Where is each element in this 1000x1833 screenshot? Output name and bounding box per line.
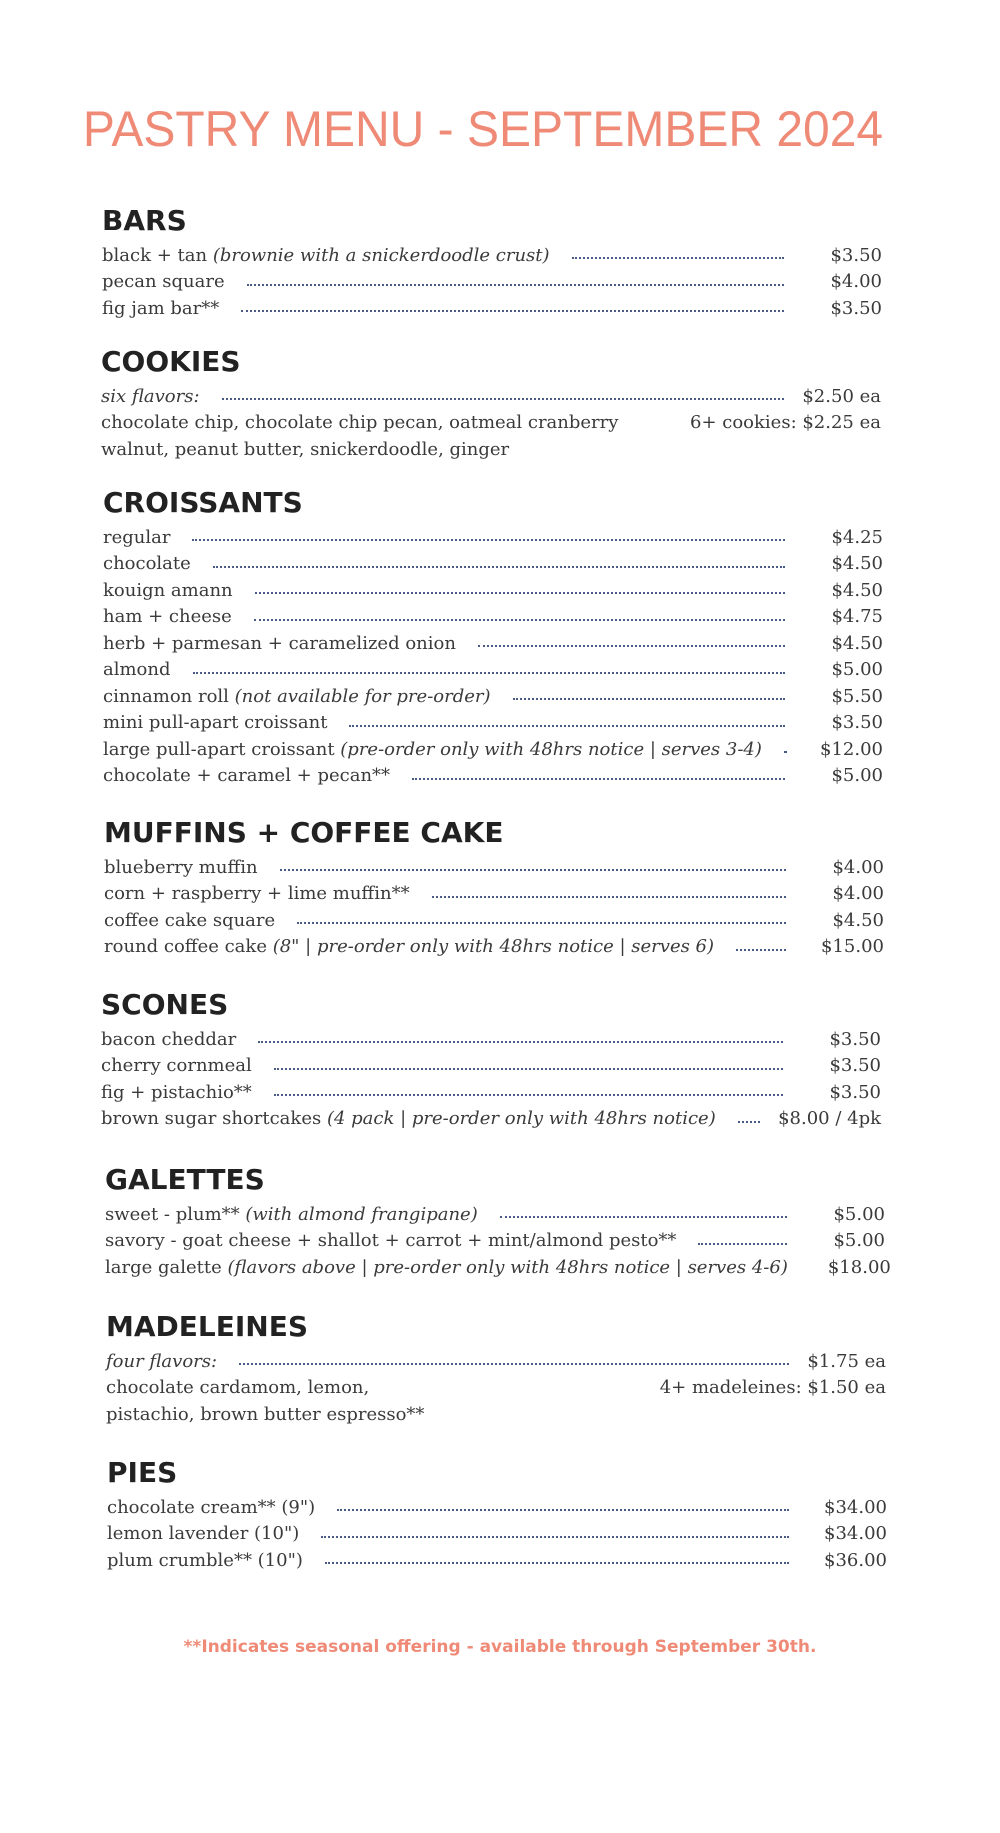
dot-leader xyxy=(513,698,785,700)
section-madeleines xyxy=(106,1310,886,1428)
section-heading: GALETTES xyxy=(105,1163,265,1196)
dot-leader xyxy=(325,1562,789,1564)
section-heading: SCONES xyxy=(101,988,229,1021)
menu-item xyxy=(104,854,884,881)
item-name xyxy=(103,527,170,548)
item-note: (4 pack | pre-order only with 48hrs notice) xyxy=(326,1108,716,1130)
section-cookies xyxy=(101,345,881,463)
item-name xyxy=(107,1497,315,1518)
item-note: six flavors: xyxy=(101,385,200,407)
dot-leader xyxy=(337,1509,789,1511)
item-price: $3.50 xyxy=(831,712,883,734)
menu-item xyxy=(103,577,883,604)
item-name xyxy=(101,386,200,407)
section-croissants xyxy=(103,486,883,789)
item-name xyxy=(103,553,191,574)
item-name-text: chocolate xyxy=(103,553,191,575)
dot-leader xyxy=(738,1121,760,1123)
item-name-text: fig jam bar** xyxy=(102,297,220,319)
item-name-text: pecan square xyxy=(102,271,225,293)
item-name xyxy=(106,1351,217,1372)
section-heading: PIES xyxy=(107,1456,178,1489)
flavor-line xyxy=(106,1375,886,1402)
item-name xyxy=(102,271,225,292)
dot-leader xyxy=(432,896,786,898)
menu-item xyxy=(101,383,881,410)
dot-leader xyxy=(258,1041,783,1043)
item-price: $18.00 xyxy=(827,1256,891,1278)
menu-item xyxy=(101,1053,881,1080)
item-price: $34.00 xyxy=(824,1523,887,1545)
menu-item xyxy=(103,683,883,710)
item-name-text: lemon lavender (10") xyxy=(107,1523,300,1545)
item-price: $4.50 xyxy=(832,909,884,931)
section-bars xyxy=(102,204,882,322)
section-heading: CROISSANTS xyxy=(103,486,303,519)
item-name xyxy=(107,1523,299,1544)
item-price: $3.50 xyxy=(830,297,882,319)
menu-item xyxy=(105,1201,885,1228)
dot-leader xyxy=(736,949,786,951)
dot-leader xyxy=(192,539,785,541)
item-name-text: corn + raspberry + lime muffin** xyxy=(104,883,410,905)
item-price: $4.00 xyxy=(832,883,884,905)
menu-item xyxy=(102,242,882,269)
menu-item xyxy=(101,1079,881,1106)
item-name-text: ham + cheese xyxy=(103,606,232,628)
dot-leader xyxy=(222,398,785,400)
item-name-text: chocolate + caramel + pecan** xyxy=(103,765,391,787)
menu-item xyxy=(103,710,883,737)
item-name-text: almond xyxy=(103,659,171,681)
item-note: four flavors: xyxy=(106,1350,218,1372)
dot-leader xyxy=(193,672,785,674)
item-name-text: mini pull-apart croissant xyxy=(103,712,328,734)
flavor-list: chocolate chip, chocolate chip pecan, oatmeal cranberry xyxy=(101,412,619,434)
item-price: $5.00 xyxy=(831,659,883,681)
item-price: $3.50 xyxy=(829,1055,881,1077)
item-price: $2.50 ea xyxy=(802,385,881,407)
item-name-text: cinnamon roll xyxy=(103,685,235,707)
menu-item xyxy=(103,604,883,631)
dot-leader xyxy=(478,645,785,647)
item-name xyxy=(101,1108,716,1129)
item-name xyxy=(103,606,232,627)
item-name xyxy=(102,245,550,266)
item-price: $4.50 xyxy=(831,579,883,601)
dot-leader xyxy=(274,1068,783,1070)
section-muffins-coffee-cake xyxy=(104,816,884,960)
menu-item xyxy=(101,1106,881,1133)
item-note: (not available for pre-order) xyxy=(234,685,491,707)
item-name xyxy=(101,1029,236,1050)
item-name xyxy=(103,580,233,601)
section-heading: MUFFINS + COFFEE CAKE xyxy=(104,816,504,849)
menu-item xyxy=(103,551,883,578)
item-name-text: fig + pistachio** xyxy=(101,1081,252,1103)
item-name xyxy=(107,1550,303,1571)
item-name-text: regular xyxy=(103,526,171,548)
dot-leader xyxy=(698,1243,787,1245)
menu-item xyxy=(101,1026,881,1053)
dot-leader xyxy=(280,869,786,871)
item-name xyxy=(103,739,762,760)
item-name-text: plum crumble** (10") xyxy=(107,1549,303,1571)
item-price: $15.00 xyxy=(821,936,884,958)
dot-leader xyxy=(784,751,785,753)
menu-item xyxy=(107,1521,887,1548)
item-price: $4.75 xyxy=(831,606,883,628)
dot-leader xyxy=(213,566,785,568)
menu-item xyxy=(104,934,884,961)
item-name-text: bacon cheddar xyxy=(101,1028,237,1050)
item-note: (flavors above | pre-order only with 48hrs notice | serves 4-6) xyxy=(227,1256,788,1278)
menu-item xyxy=(102,295,882,322)
seasonal-footnote: **Indicates seasonal offering - available through September 30th. xyxy=(183,1637,817,1657)
item-name-text: large galette xyxy=(105,1256,228,1278)
item-price: $3.50 xyxy=(830,244,882,266)
item-price: $4.00 xyxy=(830,271,882,293)
section-scones xyxy=(101,988,881,1132)
item-name xyxy=(101,1055,252,1076)
dot-leader xyxy=(255,592,785,594)
menu-item xyxy=(105,1228,885,1255)
section-heading: BARS xyxy=(102,204,187,237)
item-price: $8.00 / 4pk xyxy=(778,1108,881,1130)
item-name xyxy=(103,686,491,707)
menu-item xyxy=(106,1348,886,1375)
menu-item xyxy=(103,630,883,657)
item-price: $4.50 xyxy=(831,632,883,654)
menu-item xyxy=(107,1494,887,1521)
item-price: $12.00 xyxy=(820,738,883,760)
flavor-line xyxy=(106,1401,886,1428)
item-name xyxy=(103,712,327,733)
bulk-price: 4+ madeleines: $1.50 ea xyxy=(659,1377,886,1399)
item-note: (brownie with a snickerdoodle crust) xyxy=(212,244,550,266)
item-name xyxy=(103,659,171,680)
dot-leader xyxy=(321,1536,789,1538)
dot-leader xyxy=(239,1363,789,1365)
item-name-text: herb + parmesan + caramelized onion xyxy=(103,632,456,654)
item-name xyxy=(105,1204,478,1225)
menu-item xyxy=(105,1254,891,1281)
item-name xyxy=(105,1230,676,1251)
dot-leader xyxy=(247,284,784,286)
item-name-text: cherry cornmeal xyxy=(101,1055,252,1077)
item-name-text: savory - goat cheese + shallot + carrot + mint/almond pesto** xyxy=(105,1230,677,1252)
menu-item xyxy=(107,1547,887,1574)
item-name xyxy=(103,633,456,654)
dot-leader xyxy=(297,922,786,924)
menu-item xyxy=(103,736,883,763)
item-name xyxy=(103,765,390,786)
item-price: $3.50 xyxy=(829,1028,881,1050)
item-name-text: brown sugar shortcakes xyxy=(101,1108,327,1130)
item-price: $1.75 ea xyxy=(807,1350,886,1372)
item-name xyxy=(101,1082,252,1103)
item-name xyxy=(104,883,410,904)
page-title: PASTRY MENU - SEPTEMBER 2024 xyxy=(82,101,884,157)
item-price: $36.00 xyxy=(824,1549,887,1571)
dot-leader xyxy=(254,619,785,621)
flavor-list: chocolate cardamom, lemon, xyxy=(106,1377,370,1399)
section-heading: MADELEINES xyxy=(106,1310,309,1343)
item-name xyxy=(104,857,258,878)
menu-item xyxy=(103,763,883,790)
item-name xyxy=(104,910,275,931)
item-name xyxy=(104,936,714,957)
section-heading: COOKIES xyxy=(101,345,241,378)
item-note: (8" | pre-order only with 48hrs notice | serves 6) xyxy=(272,936,715,958)
item-price: $4.25 xyxy=(831,526,883,548)
item-note: (with almond frangipane) xyxy=(245,1203,478,1225)
dot-leader xyxy=(274,1094,783,1096)
section-galettes xyxy=(105,1163,891,1281)
item-name-text: round coffee cake xyxy=(104,936,273,958)
menu-item xyxy=(103,657,883,684)
flavor-list: walnut, peanut butter, snickerdoodle, ginger xyxy=(101,438,510,460)
item-name-text: large pull-apart croissant xyxy=(103,738,341,760)
item-name-text: coffee cake square xyxy=(104,909,276,931)
item-name-text: blueberry muffin xyxy=(104,856,258,878)
item-name-text: kouign amann xyxy=(103,579,233,601)
dot-leader xyxy=(572,257,784,259)
section-pies xyxy=(107,1456,887,1574)
item-name xyxy=(102,298,219,319)
dot-leader xyxy=(349,725,785,727)
item-price: $3.50 xyxy=(829,1081,881,1103)
item-note: (pre-order only with 48hrs notice | serves 3-4) xyxy=(340,738,762,760)
item-name-text: sweet - plum** xyxy=(105,1203,246,1225)
menu-item xyxy=(104,881,884,908)
menu-item xyxy=(103,524,883,551)
bulk-price: 6+ cookies: $2.25 ea xyxy=(690,412,881,434)
item-price: $5.00 xyxy=(833,1203,885,1225)
item-price: $5.00 xyxy=(831,765,883,787)
item-name-text: chocolate cream** (9") xyxy=(107,1496,316,1518)
dot-leader xyxy=(500,1216,787,1218)
dot-leader xyxy=(241,310,784,312)
flavor-list: pistachio, brown butter espresso** xyxy=(106,1403,425,1425)
menu-item xyxy=(102,269,882,296)
item-name-text: black + tan xyxy=(102,244,213,266)
item-price: $5.50 xyxy=(831,685,883,707)
item-price: $4.50 xyxy=(831,553,883,575)
item-price: $34.00 xyxy=(824,1496,887,1518)
dot-leader xyxy=(412,778,785,780)
menu-item xyxy=(104,907,884,934)
item-price: $5.00 xyxy=(833,1230,885,1252)
flavor-line xyxy=(101,436,881,463)
item-name xyxy=(105,1257,788,1278)
flavor-line xyxy=(101,410,881,437)
item-price: $4.00 xyxy=(832,856,884,878)
